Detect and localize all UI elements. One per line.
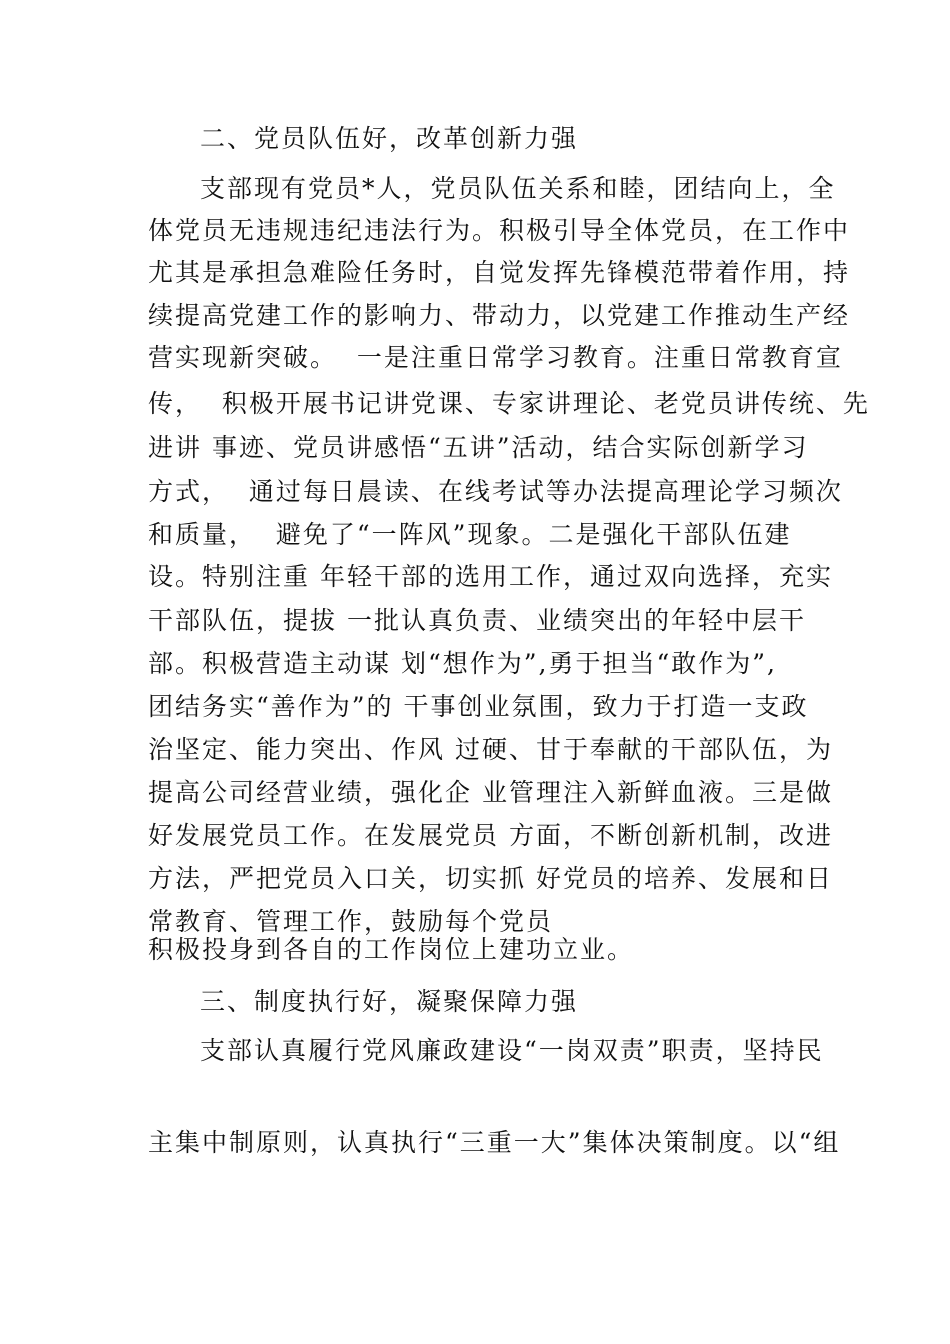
paragraph-line: 传， 积极开展书记讲党课、专家讲理论、老党员讲传统、先	[148, 389, 870, 418]
paragraph-line: 续提高党建工作的影响力、带动力，以党建工作推动生产经	[148, 301, 851, 330]
paragraph-line: 常教育、管理工作，鼓励每个党员	[148, 907, 554, 936]
paragraph-line: 体党员无违规违纪违法行为。积极引导全体党员，在工作中	[148, 216, 851, 245]
paragraph-line: 主集中制原则，认真执行“三重一大”集体决策制度。以“组	[148, 1128, 841, 1157]
paragraph-line: 治坚定、能力突出、作风 过硬、甘于奉献的干部队伍，为	[148, 735, 833, 764]
paragraph-line: 干部队伍，提拔 一批认真负责、业绩突出的年轻中层干	[148, 606, 806, 635]
paragraph-line: 方式， 通过每日晨读、在线考试等办法提高理论学习频次	[148, 477, 843, 506]
paragraph-line: 设。特别注重 年轻干部的选用工作，通过双向选择，充实	[148, 562, 833, 591]
section-heading-3: 三、制度执行好，凝聚保障力强	[200, 987, 579, 1016]
paragraph-line: 部。积极营造主动谋 划“想作为”,勇于担当“敢作为”,	[148, 649, 777, 678]
paragraph-line: 进讲 事迹、党员讲感悟“五讲”活动，结合实际创新学习	[148, 433, 809, 462]
paragraph-line: 好发展党员工作。在发展党员 方面，不断创新机制，改进	[148, 821, 833, 850]
paragraph-line: 支部认真履行党风廉政建设“一岗双责”职责，坚持民	[200, 1036, 824, 1065]
paragraph-line: 积极投身到各自的工作岗位上建功立业。	[148, 935, 635, 964]
paragraph-line: 团结务实“善作为”的 干事创业氛围，致力于打造一支政	[148, 692, 809, 721]
section-heading-2: 二、党员队伍好，改革创新力强	[200, 124, 579, 153]
paragraph-line: 支部现有党员*人，党员队伍关系和睦，团结向上，全	[200, 174, 836, 203]
paragraph-line: 和质量， 避免了“一阵风”现象。二是强化干部队伍建	[148, 520, 792, 549]
paragraph-line: 尤其是承担急难险任务时，自觉发挥先锋模范带着作用，持	[148, 258, 851, 287]
paragraph-line: 方法，严把党员入口关，切实抓 好党员的培养、发展和日	[148, 864, 833, 893]
paragraph-line: 营实现新突破。 一是注重日常学习教育。注重日常教育宣	[148, 343, 843, 372]
paragraph-line: 提高公司经营业绩，强化企 业管理注入新鲜血液。三是做	[148, 778, 833, 807]
